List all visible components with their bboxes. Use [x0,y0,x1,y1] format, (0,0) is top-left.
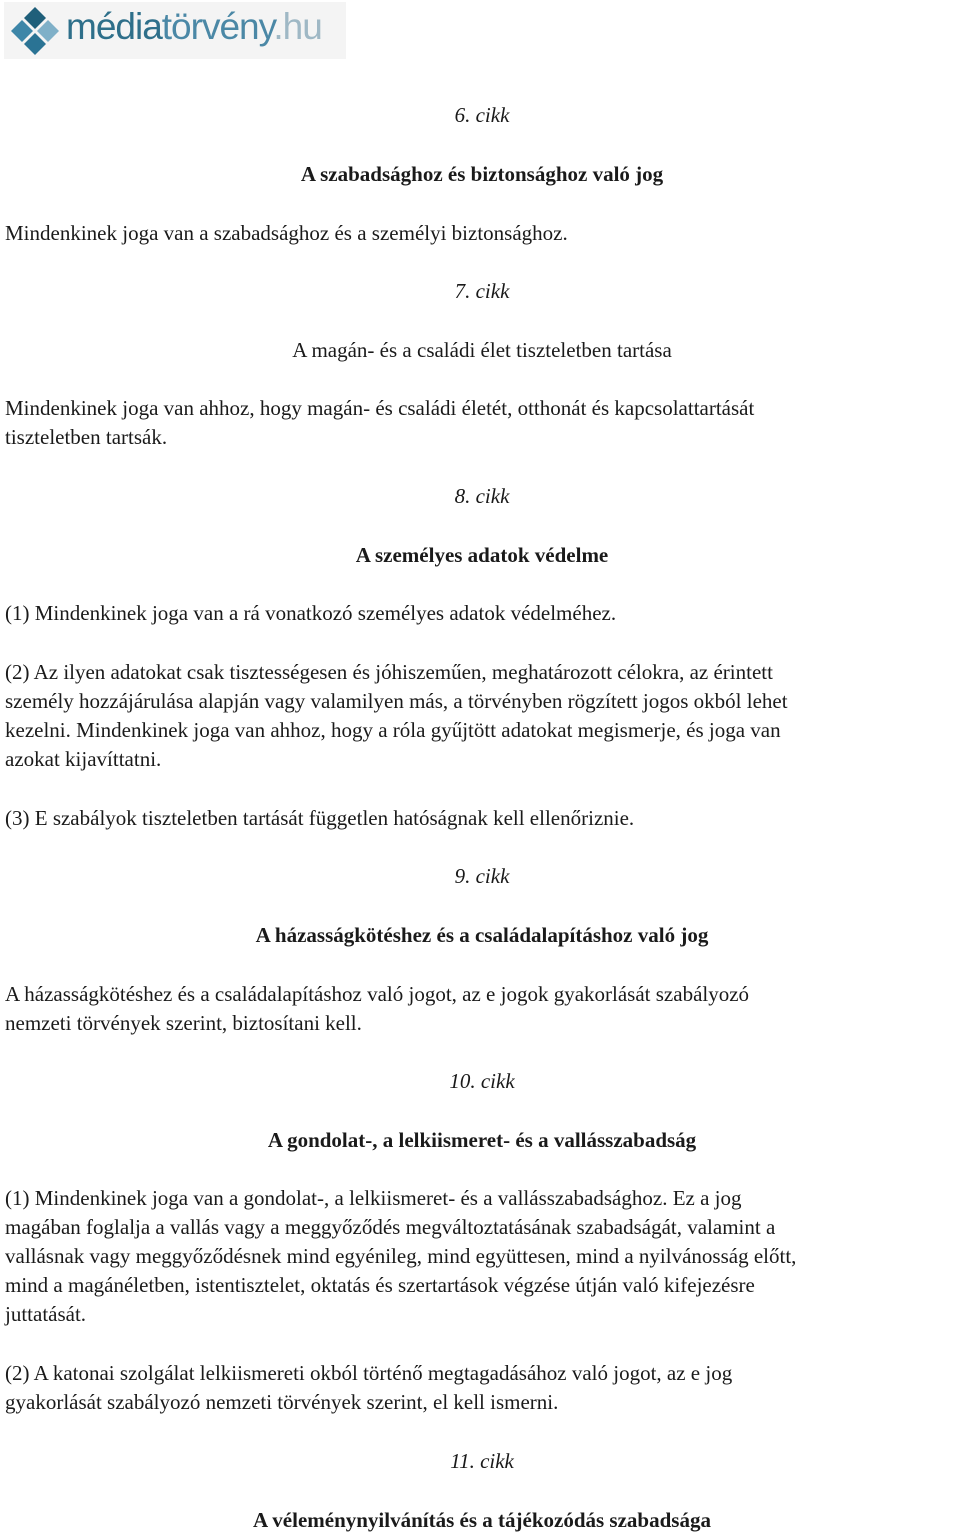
logo-diamond-icon [8,5,62,57]
paragraph-line: (1) Mindenkinek joga van a gondolat-, a lelkiismeret- és a vallásszabadsághoz. Ez a jog [5,1186,742,1210]
paragraph-line: nemzeti törvények szerint, biztosítani kell. [5,1011,362,1035]
article-number: 9. cikk [454,864,510,888]
paragraph-line: magában foglalja a vallás vagy a meggyőződés megváltoztatásának szabadságát, valamint a [5,1215,776,1239]
paragraph-line: azokat kijavíttatni. [5,747,162,771]
article-number: 7. cikk [454,279,510,303]
paragraph-line: vallásnak vagy meggyőződésnek mind egyénileg, mind együttesen, mind a nyilvánosság előtt, [5,1244,797,1268]
paragraph-line: Mindenkinek joga van ahhoz, hogy magán- és családi életét, otthonát és kapcsolattartását [5,396,755,420]
paragraph-line: kezelni. Mindenkinek joga van ahhoz, hogy a róla gyűjtött adatokat megismerje, és joga van [5,718,781,742]
paragraph-line: juttatását. [5,1302,87,1326]
logo-wordmark: médiatörvény.hu [66,6,322,47]
article-number: 8. cikk [454,484,510,508]
article-number: 10. cikk [449,1069,515,1093]
article-title: A gondolat-, a lelkiismeret- és a vallásszabadság [267,1128,697,1152]
paragraph-line: (3) E szabályok tiszteletben tartását független hatóságnak kell ellenőriznie. [5,806,635,830]
article-number: 6. cikk [454,103,510,127]
article-title: A személyes adatok védelme [355,543,609,567]
paragraph-line: (1) Mindenkinek joga van a rá vonatkozó személyes adatok védelméhez. [5,601,617,625]
article-title: A szabadsághoz és biztonsághoz való jog [300,162,664,186]
article-title: A házasságkötéshez és a családalapításhoz való jog [255,923,709,947]
paragraph-line: Mindenkinek joga van a szabadsághoz és a személyi biztonsághoz. [5,221,568,245]
article-title: A magán- és a családi élet tiszteletben tartása [292,338,672,362]
article-number: 11. cikk [450,1449,514,1473]
paragraph-line: A házasságkötéshez és a családalapításhoz való jogot, az e jogok gyakorlását szabályozó [5,982,750,1006]
paragraph-line: személy hozzájárulása alapján vagy valamilyen más, a törvényben rögzített jogos okból lehet [5,689,788,713]
article-title: A véleménynyilvánítás és a tájékozódás szabadsága [253,1508,711,1532]
paragraph-line: tiszteletben tartsák. [5,425,168,449]
paragraph-line: (2) A katonai szolgálat lelkiismereti okból történő megtagadásához való jogot, az e jog [5,1361,733,1385]
paragraph-line: gyakorlását szabályozó nemzeti törvények szerint, el kell ismerni. [5,1390,559,1414]
paragraph-line: mind a magánéletben, istentisztelet, oktatás és szertartások végzése útján való kifejezésre [5,1273,755,1297]
paragraph-line: (2) Az ilyen adatokat csak tisztességesen és jóhiszeműen, meghatározott célokra, az érintett [5,660,773,684]
site-logo[interactable] [4,2,346,59]
